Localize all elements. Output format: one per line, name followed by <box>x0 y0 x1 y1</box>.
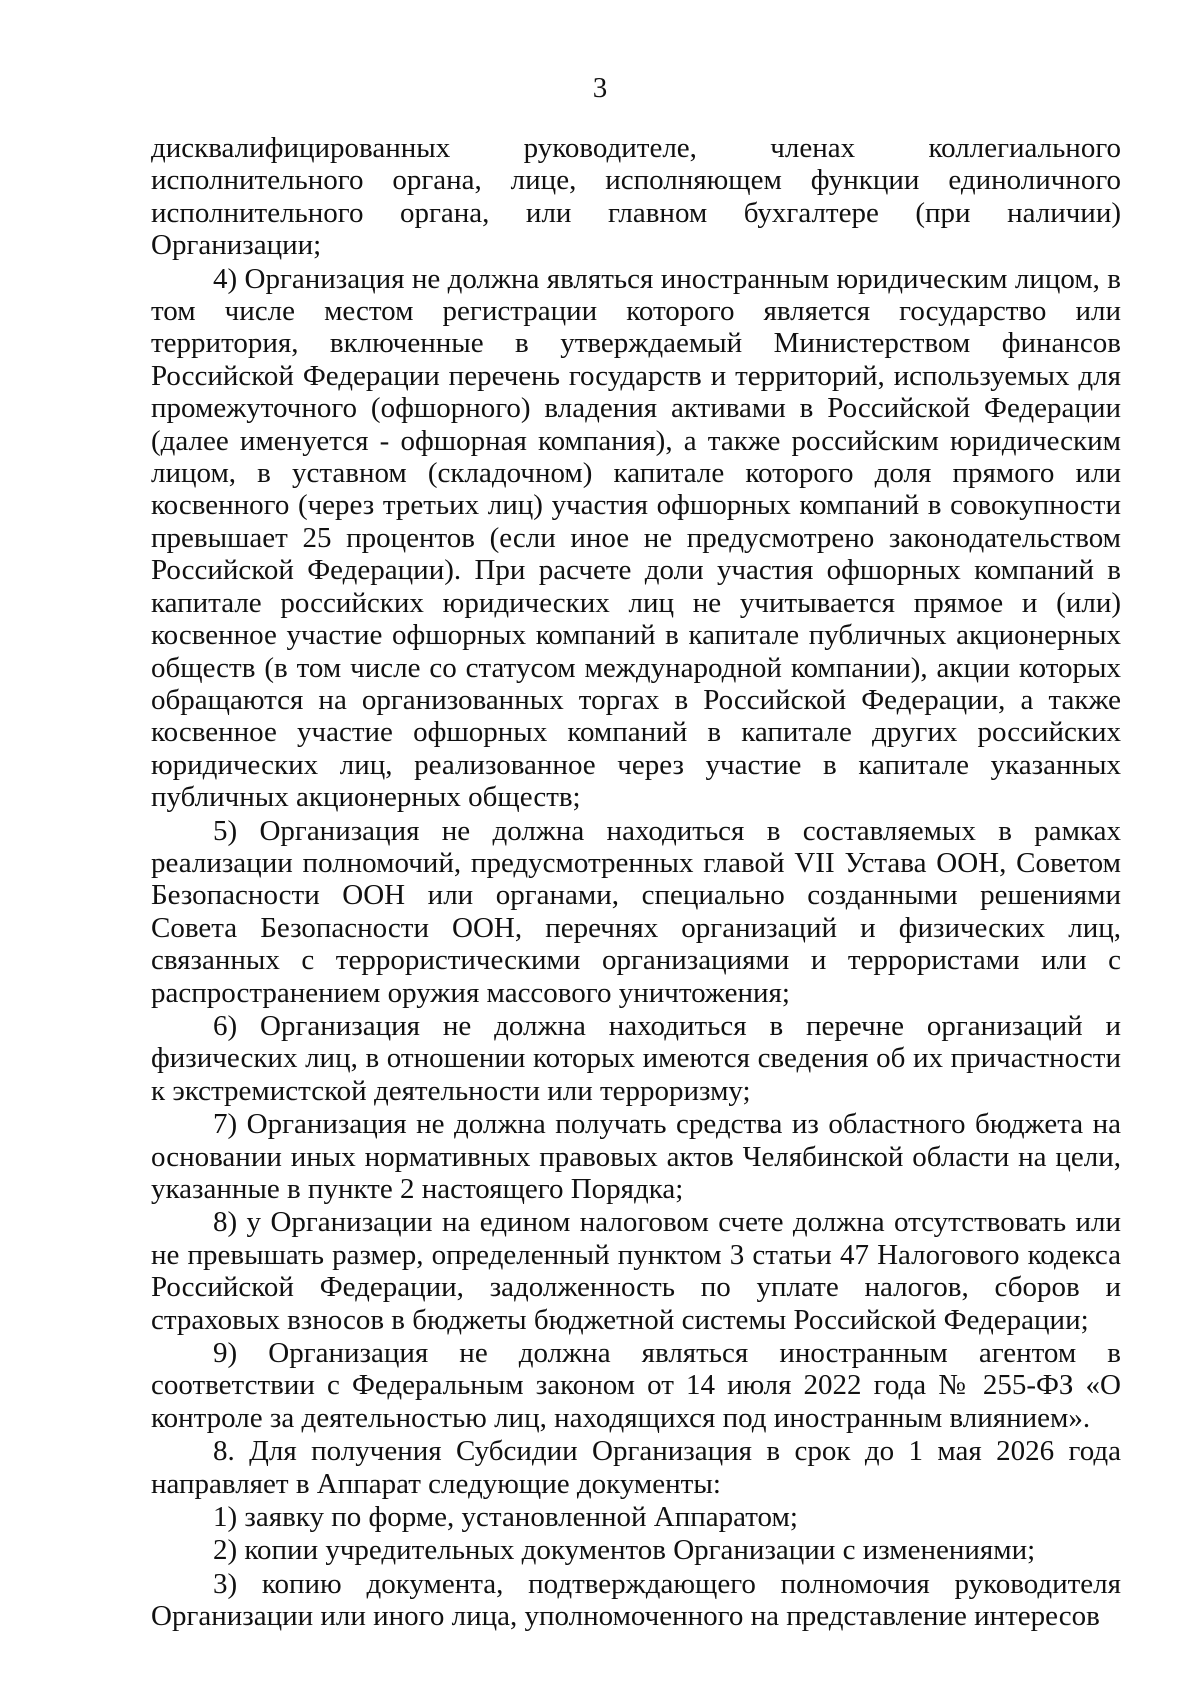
page-number: 3 <box>592 72 608 104</box>
paragraph-item-7-budget: 7) Организация не должна получать средства из областного бюджета на основании иных нормативных правовых актов Челябинской области на цели, указанные в пункте 2 настоящего Порядка; <box>151 1108 1121 1205</box>
document-body <box>151 132 1121 1633</box>
paragraph-doc-2-charter: 2) копии учредительных документов Организации с изменениями; <box>213 1534 1036 1567</box>
paragraph-section-8: 8. Для получения Субсидии Организация в срок до 1 мая 2026 года направляет в Аппарат следующие документы: <box>151 1435 1121 1500</box>
paragraph-item-4-offshore: 4) Организация не должна являться иностранным юридическим лицом, в том числе местом регистрации которого является государство или территория, включенные в утверждаемый Министерством финансов Российской Федерации перечень государств и территорий, используемых для промежуточного (офшорного) владения активами в Российской Федерации (далее именуется - офшорная компания), а также российским юридическим лицом, в уставном (складочном) капитале которого доля прямого или косвенного (через третьих лиц) участия офшорных компаний в совокупности превышает 25 процентов (если иное не предусмотрено законодательством Российской Федерации). При расчете доли участия офшорных компаний в капитале российских юридических лиц не учитывается прямое и (или) косвенное участие офшорных компаний в капитале публичных акционерных обществ (в том числе со статусом международной компании), акции которых обращаются на организованных торгах в Российской Федерации, а также косвенное участие офшорных компаний в капитале других российских юридических лиц, реализованное через участие в капитале указанных публичных акционерных обществ; <box>151 262 1121 814</box>
paragraph-doc-3-authority: 3) копию документа, подтверждающего полномочия руководителя Организации или иного лица, уполномоченного на представление интересов <box>151 1567 1121 1633</box>
paragraph-item-9-foreign-agent: 9) Организация не должна являться иностранным агентом в соответствии с Федеральным законом от 14 июля 2022 года № 255-ФЗ «О контроле за деятельностью лиц, находящихся под иностранным влиянием». <box>151 1337 1121 1434</box>
paragraph-item-8-tax-debt: 8) у Организации на едином налоговом счете должна отсутствовать или не превышать размер, определенный пунктом 3 статьи 47 Налогового кодекса Российской Федерации, задолженность по уплате налогов, сборов и страховых взносов в бюджеты бюджетной системы Российской Федерации; <box>151 1206 1121 1336</box>
paragraph-continuation: дисквалифицированных руководителе, членах коллегиального исполнительного органа, лице, исполняющем функции единоличного исполнительного органа, или главном бухгалтере (при наличии) Организации; <box>151 132 1121 262</box>
paragraph-item-5-un-lists: 5) Организация не должна находиться в составляемых в рамках реализации полномочий, предусмотренных главой VII Устава ООН, Советом Безопасности ООН или органами, специально созданными решениями Совета Безопасности ООН, перечнях организаций и физических лиц, связанных с террористическими организациями и террористами или с распространением оружия массового уничтожения; <box>151 814 1121 1009</box>
paragraph-doc-1-application: 1) заявку по форме, установленной Аппаратом; <box>213 1501 798 1534</box>
paragraph-item-6-extremism: 6) Организация не должна находиться в перечне организаций и физических лиц, в отношении которых имеются сведения об их причастности к экстремистской деятельности или терроризму; <box>151 1009 1121 1107</box>
